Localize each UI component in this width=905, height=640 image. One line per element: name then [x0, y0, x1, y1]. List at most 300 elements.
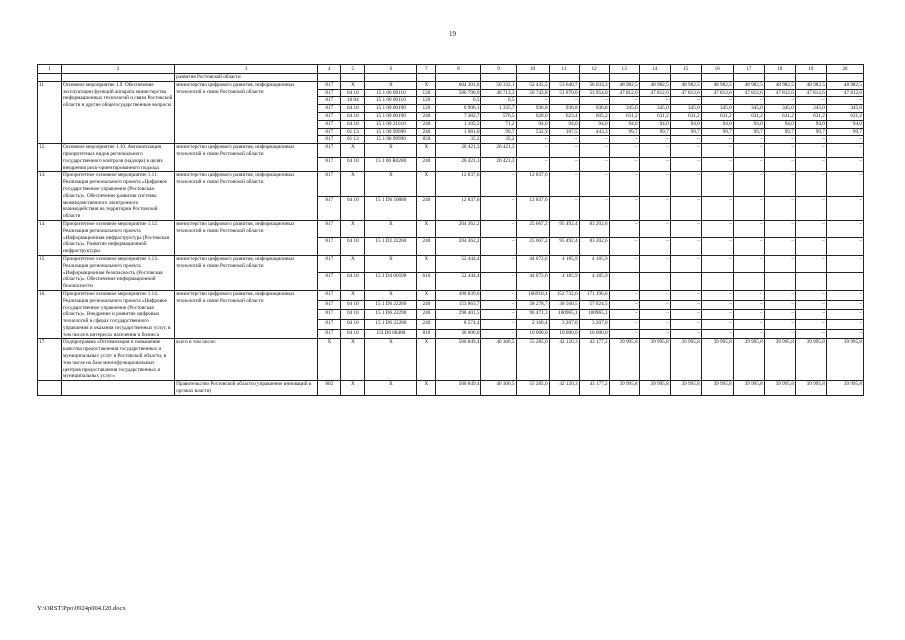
- table-cell: 240: [417, 320, 436, 330]
- table-cell: 52 444,4: [436, 273, 481, 291]
- table-cell: –: [826, 255, 863, 272]
- table-cell: 94,0: [609, 120, 639, 128]
- table-cell: 95 492,4: [549, 238, 579, 256]
- item-number: 17.: [38, 339, 62, 381]
- item-number: 16.: [38, 290, 62, 339]
- measure-name: Подпрограмма «Оптимизация и повышение качества предоставления государственных и муниципальных услуг в Ростовской области, в том числе на базе многофункциональных центров предоставления государственных и муниципальных услуг»: [62, 339, 175, 381]
- table-cell: 94,0: [670, 120, 701, 128]
- table-cell: 44 072,6: [516, 273, 549, 291]
- table-cell: –: [609, 310, 639, 320]
- table-cell: –: [764, 158, 795, 172]
- table-cell: –: [795, 136, 826, 144]
- column-header: 7: [417, 65, 436, 74]
- table-cell: 48 713,3: [481, 89, 516, 97]
- table-cell: –: [795, 144, 826, 158]
- table-cell: 25 667,2: [516, 238, 549, 256]
- table-cell: 42 120,3: [549, 339, 579, 381]
- table-cell: 99,7: [764, 128, 795, 136]
- table-cell: 04 10: [341, 158, 365, 172]
- table-cell: 51 870,0: [549, 89, 579, 97]
- item-number: [38, 74, 62, 82]
- table-cell: 30 000,0: [436, 329, 481, 339]
- budget-table: [37, 64, 864, 396]
- table-cell: 204 362,2: [436, 220, 481, 237]
- table-cell: –: [826, 144, 863, 158]
- table-cell: –: [609, 320, 639, 330]
- table-cell: 39 995,8: [670, 339, 701, 381]
- column-header: 13: [609, 65, 639, 74]
- table-cell: –: [826, 310, 863, 320]
- table-cell: –: [733, 320, 764, 330]
- table-cell: 500 849,4: [436, 339, 481, 381]
- table-cell: 240: [417, 158, 436, 172]
- table-cell: –: [639, 196, 670, 220]
- table-cell: [639, 74, 670, 82]
- table-cell: 50 332,1: [481, 81, 516, 89]
- table-cell: –: [733, 136, 764, 144]
- table-cell: 3 207,0: [579, 320, 609, 330]
- table-cell: –: [481, 255, 516, 272]
- column-header: 9: [481, 65, 516, 74]
- table-cell: –: [609, 300, 639, 310]
- table-cell: 12 837,6: [516, 172, 549, 196]
- table-cell: X: [417, 220, 436, 237]
- table-cell: 817: [318, 172, 341, 196]
- table-cell: –: [609, 172, 639, 196]
- table-cell: 56 033,3: [579, 81, 609, 89]
- table-cell: 817: [318, 158, 341, 172]
- table-cell: 39 995,8: [733, 339, 764, 381]
- table-cell: –: [701, 320, 733, 330]
- table-cell: X: [341, 381, 365, 396]
- table-cell: –: [701, 255, 733, 272]
- table-cell: 39 995,8: [795, 339, 826, 381]
- table-cell: 240: [417, 310, 436, 320]
- table-cell: 20 421,3: [436, 158, 481, 172]
- table-cell: –: [733, 290, 764, 300]
- table-cell: 83 202,6: [579, 220, 609, 237]
- table-cell: –: [639, 220, 670, 237]
- column-header: 15: [670, 65, 701, 74]
- table-cell: X: [365, 255, 417, 272]
- table-cell: [795, 273, 826, 291]
- table-row: [38, 144, 864, 158]
- table-cell: –: [733, 158, 764, 172]
- table-cell: –: [701, 310, 733, 320]
- table-cell: 25 667,2: [516, 220, 549, 237]
- table-row: [38, 255, 864, 272]
- table-cell: 817: [318, 120, 341, 128]
- table-cell: 4 185,9: [549, 255, 579, 272]
- table-cell: 802: [318, 381, 341, 396]
- table-cell: –: [764, 300, 795, 310]
- table-cell: –: [609, 196, 639, 220]
- column-header: 2: [62, 65, 175, 74]
- table-cell: –: [670, 144, 701, 158]
- column-header: 8: [436, 65, 481, 74]
- table-cell: –: [733, 144, 764, 158]
- table-cell: 631,2: [795, 112, 826, 120]
- table-cell: 94,0: [516, 120, 549, 128]
- responsible-agency: министерство цифрового развития, информационных технологий и связи Ростовской области: [175, 220, 318, 255]
- table-cell: –: [481, 273, 516, 291]
- table-cell: X: [365, 172, 417, 196]
- table-cell: X: [365, 81, 417, 89]
- measure-name: Приоритетное основное мероприятие 1.13. Реализация регионального проекта «Информационная безопасность (Ростовская область)». Обеспечение информационной безопасности: [62, 255, 175, 290]
- item-number: 11.: [38, 81, 62, 143]
- table-cell: [417, 74, 436, 82]
- table-cell: 817: [318, 97, 341, 105]
- table-cell: 15 1 00 21010: [365, 120, 417, 128]
- table-cell: –: [639, 158, 670, 172]
- table-cell: 345,0: [795, 105, 826, 113]
- table-cell: 40 300,5: [481, 339, 516, 381]
- table-cell: –: [481, 310, 516, 320]
- table-cell: 631,2: [670, 112, 701, 120]
- responsible-agency: развития Ростовской области: [175, 74, 318, 82]
- table-cell: –: [549, 196, 579, 220]
- table-cell: –: [549, 144, 579, 158]
- table-cell: 71,2: [481, 120, 516, 128]
- table-cell: [764, 273, 795, 291]
- table-cell: –: [701, 158, 733, 172]
- table-cell: 47 812,6: [670, 89, 701, 97]
- table-cell: –: [670, 196, 701, 220]
- table-cell: –: [733, 97, 764, 105]
- table-cell: 120: [417, 89, 436, 97]
- table-cell: –: [795, 290, 826, 300]
- table-cell: –: [670, 255, 701, 272]
- table-cell: 94,0: [579, 120, 609, 128]
- table-cell: 94,0: [701, 120, 733, 128]
- table-cell: 94,0: [826, 120, 863, 128]
- table-cell: 94,0: [795, 120, 826, 128]
- table-cell: –: [826, 220, 863, 237]
- table-cell: –: [764, 238, 795, 256]
- table-cell: 610: [417, 273, 436, 291]
- table-cell: –: [670, 97, 701, 105]
- table-cell: 01 13: [341, 136, 365, 144]
- table-cell: –: [795, 158, 826, 172]
- table-cell: 57 024,5: [579, 300, 609, 310]
- item-number: [38, 381, 62, 396]
- table-cell: [826, 74, 863, 82]
- table-cell: 817: [318, 105, 341, 113]
- table-cell: 15 1 00 00110: [365, 97, 417, 105]
- table-cell: 55 285,0: [516, 381, 549, 396]
- column-header: 20: [826, 65, 863, 74]
- table-cell: 39 995,8: [609, 339, 639, 381]
- table-cell: 628,0: [516, 112, 549, 120]
- table-cell: 48 982,5: [795, 81, 826, 89]
- column-header: 19: [795, 65, 826, 74]
- table-cell: 55 285,0: [516, 339, 549, 381]
- table-cell: 605,2: [579, 112, 609, 120]
- table-cell: –: [701, 196, 733, 220]
- table-cell: –: [609, 158, 639, 172]
- table-cell: 631,2: [609, 112, 639, 120]
- table-cell: 58 278,7: [516, 300, 549, 310]
- table-cell: –: [670, 300, 701, 310]
- table-cell: –: [764, 136, 795, 144]
- table-cell: –: [516, 136, 549, 144]
- measure-name: [62, 381, 175, 396]
- table-cell: 345,0: [733, 105, 764, 113]
- table-cell: 04 10: [341, 120, 365, 128]
- table-cell: 817: [318, 89, 341, 97]
- table-cell: [436, 74, 481, 82]
- table-cell: 1 105,2: [436, 120, 481, 128]
- table-cell: 240: [417, 128, 436, 136]
- table-cell: 1 335,7: [481, 105, 516, 113]
- table-cell: 39 995,8: [764, 381, 795, 396]
- table-cell: 15 1 D6 22290: [365, 310, 417, 320]
- table-cell: 99,7: [795, 128, 826, 136]
- table-cell: –: [733, 329, 764, 339]
- table-cell: 500 849,4: [436, 381, 481, 396]
- table-cell: [609, 273, 639, 291]
- table-cell: –: [764, 255, 795, 272]
- table-cell: –: [579, 144, 609, 158]
- measure-name: Приоритетное основное мероприятие 1.11. Реализация регионального проекта «Цифровое государственное управление (Ростовская область)». Обеспечение развития системы межведомственного электронного взаимодействия на территории Ростовской области: [62, 172, 175, 221]
- table-cell: X: [341, 290, 365, 300]
- table-cell: –: [639, 136, 670, 144]
- table-cell: –: [733, 310, 764, 320]
- table-cell: 39 995,8: [826, 381, 863, 396]
- table-cell: [670, 74, 701, 82]
- table-cell: 20 421,3: [481, 144, 516, 158]
- table-cell: 0,5: [436, 97, 481, 105]
- table-cell: 96 471,3: [516, 310, 549, 320]
- responsible-agency: министерство цифрового развития, информационных технологий и связи Ростовской области: [175, 255, 318, 290]
- table-cell: 345,0: [670, 105, 701, 113]
- table-cell: –: [516, 158, 549, 172]
- table-cell: –: [733, 300, 764, 310]
- column-header: 1: [38, 65, 62, 74]
- table-cell: 39 995,8: [701, 381, 733, 396]
- table-cell: [701, 74, 733, 82]
- table-cell: –: [639, 238, 670, 256]
- table-cell: X: [365, 290, 417, 300]
- table-cell: –: [639, 329, 670, 339]
- table-cell: –: [701, 144, 733, 158]
- table-cell: 817: [318, 255, 341, 272]
- responsible-agency: министерство цифрового развития, информационных технологий и связи Ростовской области: [175, 172, 318, 221]
- table-cell: –: [481, 329, 516, 339]
- table-cell: 47 812,6: [733, 89, 764, 97]
- table-cell: 04 10: [341, 273, 365, 291]
- page-number: 19: [449, 30, 456, 38]
- table-cell: 47 812,6: [609, 89, 639, 97]
- table-cell: 490 839,6: [436, 290, 481, 300]
- table-row: [38, 74, 864, 82]
- table-cell: –: [609, 220, 639, 237]
- table-cell: –: [609, 97, 639, 105]
- header-row: [38, 65, 864, 74]
- table-cell: –: [701, 329, 733, 339]
- table-cell: –: [549, 158, 579, 172]
- table-cell: 99,7: [481, 128, 516, 136]
- table-cell: –: [481, 300, 516, 310]
- item-number: 13.: [38, 172, 62, 221]
- table-cell: –: [579, 196, 609, 220]
- table-cell: 47 812,6: [826, 89, 863, 97]
- column-header: 14: [639, 65, 670, 74]
- table-cell: 298 401,5: [436, 310, 481, 320]
- table-cell: [733, 273, 764, 291]
- table-cell: 120: [417, 97, 436, 105]
- table-cell: 817: [318, 300, 341, 310]
- table-cell: [481, 74, 516, 82]
- item-number: 12.: [38, 144, 62, 172]
- table-cell: 35,2: [481, 136, 516, 144]
- table-cell: 39 995,8: [826, 339, 863, 381]
- table-cell: 345,0: [764, 105, 795, 113]
- table-cell: 240: [417, 238, 436, 256]
- table-cell: –: [670, 320, 701, 330]
- table-cell: 936,8: [549, 105, 579, 113]
- table-cell: 53 954,0: [579, 89, 609, 97]
- table-cell: 10 04: [341, 97, 365, 105]
- table-cell: 39 995,8: [701, 339, 733, 381]
- table-cell: –: [764, 144, 795, 158]
- table-cell: –: [481, 220, 516, 237]
- table-cell: 850: [417, 136, 436, 144]
- table-cell: –: [733, 196, 764, 220]
- table-cell: –: [733, 238, 764, 256]
- table-cell: 15 1 00 00190: [365, 105, 417, 113]
- table-cell: 10 000,0: [549, 329, 579, 339]
- table-cell: –: [639, 144, 670, 158]
- table-cell: X: [341, 339, 365, 381]
- table-cell: 15 1 00 99990: [365, 128, 417, 136]
- table-cell: –: [481, 172, 516, 196]
- table-cell: –: [795, 300, 826, 310]
- table-cell: 936,8: [579, 105, 609, 113]
- table-cell: –: [639, 255, 670, 272]
- table-cell: –: [481, 196, 516, 220]
- table-cell: 345,0: [609, 105, 639, 113]
- table-row: [38, 172, 864, 196]
- table-cell: X: [365, 220, 417, 237]
- table-cell: –: [549, 97, 579, 105]
- table-cell: 810: [417, 329, 436, 339]
- table-cell: –: [670, 136, 701, 144]
- table-cell: –: [639, 310, 670, 320]
- table-cell: –: [826, 158, 863, 172]
- table-cell: 204 362,2: [436, 238, 481, 256]
- table-cell: 817: [318, 320, 341, 330]
- measure-name: Основное мероприятие 1.10. Автоматизация приоритетных видов регионального государственного контроля (надзора) в целях внедрения риск-ориентированного подхода: [62, 144, 175, 172]
- table-cell: 586 790,9: [436, 89, 481, 97]
- table-cell: 99,7: [826, 128, 863, 136]
- table-cell: 20 421,3: [436, 144, 481, 158]
- table-cell: –: [579, 158, 609, 172]
- table-cell: –: [701, 238, 733, 256]
- responsible-agency: всего в том числе:: [175, 339, 318, 381]
- table-cell: 240: [417, 112, 436, 120]
- table-cell: 94,0: [639, 120, 670, 128]
- table-cell: 94,0: [549, 120, 579, 128]
- table-cell: –: [549, 172, 579, 196]
- table-cell: X: [417, 339, 436, 381]
- measure-name: Основное мероприятие 1.9. Обеспечение эксплуатации функций аппарата министерства информационных технологий и связи Ростовской области и другие общегосударственные вопросы: [62, 81, 175, 143]
- item-number: 14.: [38, 220, 62, 255]
- table-cell: 39 995,8: [733, 381, 764, 396]
- table-cell: –: [516, 144, 549, 158]
- table-cell: –: [795, 172, 826, 196]
- table-cell: 47 812,6: [795, 89, 826, 97]
- table-cell: 38 560,5: [549, 300, 579, 310]
- table-cell: 153 863,7: [436, 300, 481, 310]
- column-header: 4: [318, 65, 341, 74]
- table-cell: –: [701, 300, 733, 310]
- table-row: [38, 220, 864, 237]
- table-cell: –: [609, 255, 639, 272]
- table-cell: 3 207,0: [549, 320, 579, 330]
- table-cell: 532,9: [516, 128, 549, 136]
- table-cell: 345,0: [639, 105, 670, 113]
- table-cell: [795, 74, 826, 82]
- table-cell: 10 000,0: [579, 329, 609, 339]
- table-cell: 623,4: [549, 112, 579, 120]
- table-cell: 817: [318, 220, 341, 237]
- table-cell: 83 202,6: [579, 238, 609, 256]
- table-cell: –: [670, 329, 701, 339]
- table-cell: 817: [318, 128, 341, 136]
- measure-name: Приоритетное основное мероприятие 1.12. Реализация регионального проекта «Информационная инфраструктура (Ростовская область)». Развитие информационной инфраструктуры: [62, 220, 175, 255]
- table-cell: 0,5: [481, 97, 516, 105]
- table-cell: 47 812,6: [701, 89, 733, 97]
- table-cell: 12 837,6: [516, 196, 549, 220]
- column-header: 10: [516, 65, 549, 74]
- table-cell: 817: [318, 196, 341, 220]
- table-cell: 99,7: [670, 128, 701, 136]
- table-cell: 12 837,6: [436, 172, 481, 196]
- table-cell: 631,2: [764, 112, 795, 120]
- table-cell: 99,7: [639, 128, 670, 136]
- item-number: 15.: [38, 255, 62, 290]
- table-cell: 04 10: [341, 105, 365, 113]
- responsible-agency: министерство цифрового развития, информационных технологий и связи Ростовской области: [175, 81, 318, 143]
- table-cell: 39 995,8: [795, 381, 826, 396]
- table-cell: 48 982,5: [733, 81, 764, 89]
- table-cell: 47 812,6: [639, 89, 670, 97]
- table-cell: –: [795, 329, 826, 339]
- table-cell: –: [579, 97, 609, 105]
- column-header: 17: [733, 65, 764, 74]
- table-cell: 631,2: [639, 112, 670, 120]
- column-header: 16: [701, 65, 733, 74]
- table-cell: 47 812,6: [764, 89, 795, 97]
- responsible-agency: Правительство Ростовской области (управление инноваций в органах власти): [175, 381, 318, 396]
- responsible-agency: министерство цифрового развития, информационных технологий и связи Ростовской области: [175, 144, 318, 172]
- table-cell: –: [795, 97, 826, 105]
- column-header: 11: [549, 65, 579, 74]
- table-cell: –: [579, 136, 609, 144]
- table-cell: 100965,1: [549, 310, 579, 320]
- table-cell: [670, 273, 701, 291]
- table-cell: [318, 74, 341, 82]
- table-cell: –: [670, 172, 701, 196]
- table-cell: 152 732,6: [549, 290, 579, 300]
- table-cell: –: [795, 310, 826, 320]
- table-cell: –: [795, 220, 826, 237]
- table-cell: X: [341, 220, 365, 237]
- table-cell: –: [826, 238, 863, 256]
- table-cell: 44 072,6: [516, 255, 549, 272]
- table-cell: 95 492,4: [549, 220, 579, 237]
